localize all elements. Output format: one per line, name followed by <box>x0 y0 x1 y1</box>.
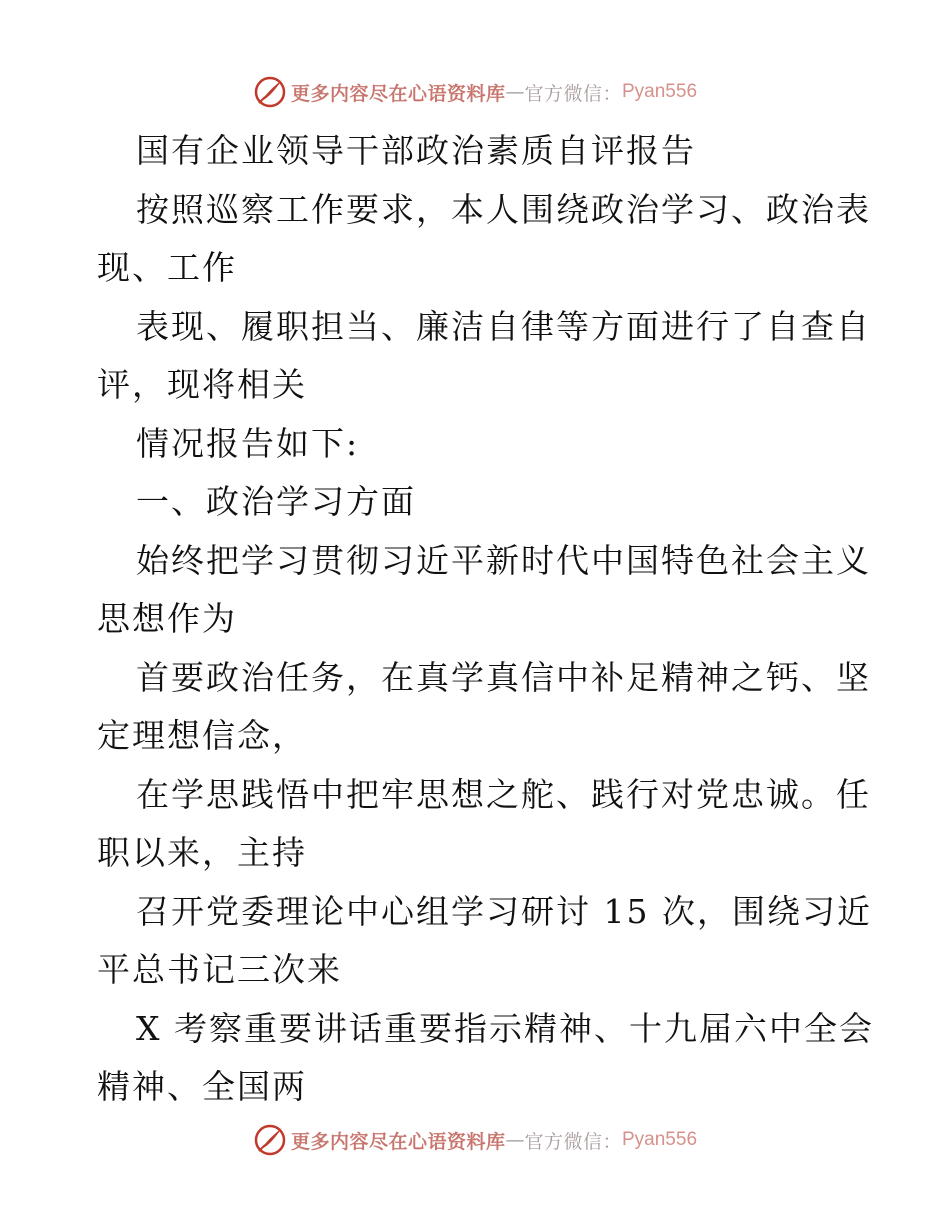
paragraph-line: 召开党委理论中心组学习研讨 15 次，围绕习近 <box>136 891 872 931</box>
quill-logo-icon <box>253 1123 287 1157</box>
banner-main-text: 更多内容尽在心语资料库 <box>290 1130 506 1153</box>
quill-logo-icon <box>253 75 287 109</box>
paragraph-line: 情况报告如下: <box>136 423 360 463</box>
banner-dash: — <box>505 1129 525 1151</box>
banner-wechat-label: 官方微信： <box>524 1130 622 1153</box>
footer-banner <box>0 1120 950 1160</box>
banner-wechat-id: Pyan556 <box>622 81 698 102</box>
banner-text <box>291 1127 697 1154</box>
paragraph-line: 始终把学习贯彻习近平新时代中国特色社会主义 <box>136 540 871 580</box>
banner-wechat-label: 官方微信： <box>524 82 622 105</box>
paragraph-line: 平总书记三次来 <box>97 950 342 989</box>
paragraph-line: 评，现将相关 <box>97 365 307 404</box>
banner-dash: — <box>505 81 525 103</box>
banner-main-text: 更多内容尽在心语资料库 <box>290 82 506 105</box>
paragraph-line: 现、工作 <box>97 248 237 287</box>
paragraph-line: 在学思践悟中把牢思想之舵、践行对党忠诚。任 <box>136 774 871 814</box>
paragraph-line: X 考察重要讲话重要指示精神、十九届六中全会 <box>136 1008 874 1048</box>
document-title: 国有企业领导干部政治素质自评报告 <box>136 131 696 170</box>
paragraph-line: 思想作为 <box>97 599 237 638</box>
banner-text <box>291 79 697 106</box>
paragraph-line: 职以来，主持 <box>97 833 307 872</box>
paragraph-line: 精神、全国两 <box>97 1067 307 1106</box>
paragraph-line: 表现、履职担当、廉洁自律等方面进行了自查自 <box>136 306 871 346</box>
section-heading: 一、政治学习方面 <box>136 482 416 521</box>
paragraph-line: 按照巡察工作要求，本人围绕政治学习、政治表 <box>136 189 871 229</box>
banner-wechat-id: Pyan556 <box>622 1129 698 1150</box>
header-banner <box>0 72 950 112</box>
paragraph-line: 定理想信念， <box>97 716 307 755</box>
document-body <box>97 122 874 1117</box>
paragraph-line: 首要政治任务，在真学真信中补足精神之钙、坚 <box>136 657 871 697</box>
